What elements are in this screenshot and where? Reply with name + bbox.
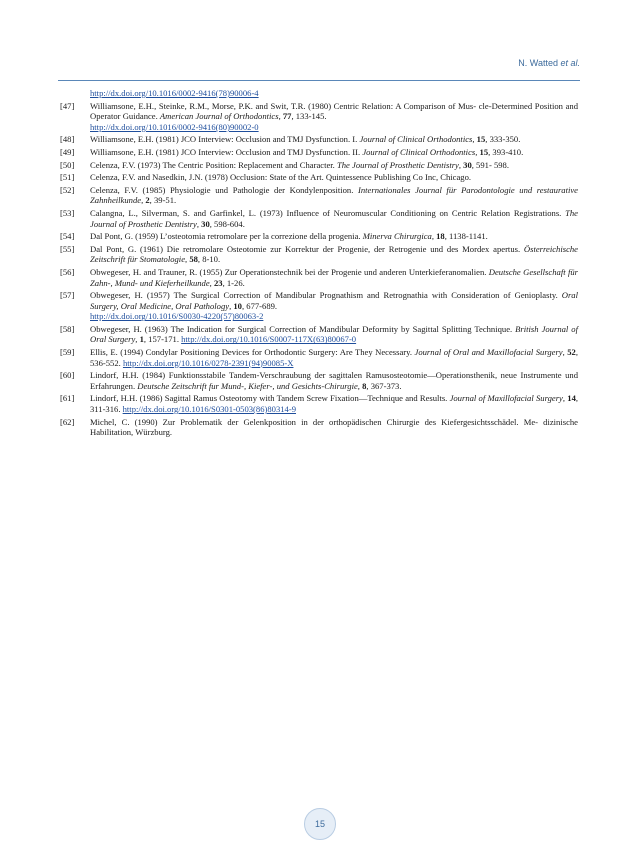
reference-journal: Journal of Maxillofacial Surgery (449, 393, 563, 404)
reference-journal: Österreichische Zeitschrift für Stomatologie (90, 243, 578, 265)
reference-number: [59] (60, 347, 75, 358)
reference-item (60, 323, 578, 345)
reference-vol-sep: , (357, 380, 363, 391)
reference-vol-sep: , (141, 195, 146, 206)
reference-pages: , 333-350. (485, 134, 521, 145)
reference-item (60, 184, 578, 206)
reference-journal: Oral Surgery, Oral Medicine, Oral Pathology (90, 290, 578, 311)
reference-vol-sep: , (475, 146, 480, 157)
reference-vol-sep: , (209, 277, 214, 288)
reference-number: [52] (60, 184, 75, 195)
reference-vol-sep: , (278, 111, 283, 122)
reference-journal: Journal of Clinical Orthodontics (359, 134, 473, 145)
reference-volume: 8 (362, 380, 367, 391)
reference-text: Dal Pont, G. (1961) Die retromolare Osteotomie zur Korrektur der Progenie, der Retrogenie und des Mordex apertus. (90, 243, 524, 254)
reference-item (60, 347, 578, 368)
reference-text: Obwegeser, H. and Trauner, R. (1955) Zur Operationstechnik bei der Progenie und anderen Unterkieferanomalien. (90, 266, 489, 277)
reference-item (60, 290, 578, 322)
reference-item (60, 159, 578, 171)
reference-item (90, 88, 578, 99)
reference-item (60, 134, 578, 145)
reference-volume: 30 (201, 218, 210, 229)
reference-item (60, 393, 579, 415)
reference-number: [49] (60, 146, 75, 157)
reference-pages: , 133-145. (291, 111, 327, 122)
reference-volume: 58 (189, 254, 198, 265)
reference-item (60, 207, 578, 229)
reference-number: [56] (60, 266, 75, 277)
doi-link[interactable]: http://dx.doi.org/10.1016/S0030-4220(57)80063-2 (90, 311, 264, 322)
reference-volume: 2 (145, 195, 150, 206)
reference-number: [54] (60, 231, 75, 242)
reference-vol-sep: , (135, 334, 140, 345)
reference-text: Celenza, F.V. (1973) The Centric Position: Replacement and Character. (90, 159, 337, 170)
reference-pages: , 39-51. (149, 195, 177, 206)
reference-journal: Minerva Chirurgica (362, 231, 432, 242)
reference-number: [50] (60, 159, 75, 170)
reference-pages: , 536-552. (90, 347, 578, 368)
reference-volume: 18 (436, 231, 445, 242)
reference-pages: , 1138-1141. (444, 231, 488, 242)
reference-text: Ellis, E. (1994) Condylar Positioning Devices for Orthodontic Surgery: Are They Necessary. (90, 347, 415, 358)
reference-vol-sep: , (562, 347, 568, 358)
reference-pages: , 591- 598. (471, 159, 509, 170)
reference-pages: , 1-26. (222, 277, 245, 288)
reference-text: Obwegeser, H. (1963) The Indication for Surgical Correction of Mandibular Deformity by Sagittal Splitting Technique. (90, 323, 516, 334)
reference-vol-sep: , (431, 231, 437, 242)
reference-item (60, 146, 578, 158)
reference-number: [61] (60, 393, 75, 404)
reference-journal: The Journal of Prosthetic Dentistry (336, 159, 459, 170)
doi-link[interactable]: http://dx.doi.org/10.1016/0278-2391(94)90085-X (122, 357, 294, 368)
reference-item (60, 416, 578, 438)
doi-link[interactable]: http://dx.doi.org/10.1016/0002-9416(80)90002-0 (90, 121, 259, 132)
reference-volume: 1 (139, 334, 144, 345)
reference-number: [62] (60, 416, 75, 427)
reference-text: Celenza, F.V. (1985) Physiologie und Pathologie der Kondylenposition. (90, 184, 358, 195)
reference-number: [53] (60, 207, 75, 218)
reference-volume: 30 (463, 159, 472, 170)
reference-vol-sep: , (472, 134, 477, 145)
reference-volume: 77 (282, 111, 292, 122)
reference-text: Williamsone, E.H., Steinke, R.M., Morse, P.K. and Swit, T.R. (1980) Centric Relation: A Comparison of Mus- cle-Determined Position and Operator Guidance. (90, 100, 578, 122)
reference-journal: British Journal of Oral Surgery (90, 323, 578, 345)
reference-text: Dal Pont, G. (1959) L’osteotomia retromolare per la correzione della progenia. (90, 231, 363, 242)
reference-number: [60] (60, 370, 75, 381)
reference-vol-sep: , (458, 159, 464, 170)
reference-journal: Journal of Oral and Maxillofacial Surgery (414, 347, 563, 358)
reference-journal: Journal of Clinical Orthodontics (362, 146, 476, 157)
reference-vol-sep: , (185, 254, 190, 265)
reference-number: [57] (60, 290, 75, 301)
header-rule (58, 80, 580, 81)
running-head-author: N. Watted (518, 58, 561, 68)
reference-journal: American Journal of Orthodontics (159, 111, 279, 122)
reference-journal: Deutsche Gesellschaft für Zahn-, Mund- und Kieferheilkunde (90, 266, 578, 288)
reference-list (60, 88, 579, 440)
reference-volume: 52 (567, 347, 576, 358)
reference-volume: 10 (233, 300, 242, 311)
reference-text: Celenza, F.V. and Nasedkin, J.N. (1978) Occlusion: State of the Art. Quintessence Publishing Co Inc, Chicago. (90, 172, 472, 183)
reference-pages: , 367-373. (366, 380, 402, 391)
reference-pages: , 311-316. (90, 393, 579, 415)
reference-item (60, 243, 578, 265)
running-head-etal: et al. (560, 58, 580, 68)
reference-number: [47] (60, 100, 75, 111)
running-head (518, 58, 580, 68)
reference-text: Williamsone, E.H. (1981) JCO Interview: Occlusion and TMJ Dysfunction. II. (90, 146, 363, 157)
reference-item (60, 266, 578, 288)
reference-item (60, 231, 578, 242)
doi-link[interactable]: http://dx.doi.org/10.1016/0002-9416(78)90006-4 (90, 88, 259, 98)
reference-number: [55] (60, 243, 75, 254)
reference-item (60, 172, 578, 183)
reference-pages: , 157-171. (143, 334, 182, 345)
doi-link[interactable]: http://dx.doi.org/10.1016/S0007-117X(63)80067-0 (181, 334, 357, 345)
reference-text: Michel, C. (1990) Zur Problematik der Gelenkposition in der orthopädischen Chirurgie des Kiefergesichtsschädel. Me- dizinische Habilitation, Würzburg. (90, 416, 578, 438)
doi-link[interactable]: http://dx.doi.org/10.1016/S0301-0503(86)80314-9 (122, 404, 297, 415)
reference-pages: , 393-410. (488, 146, 524, 157)
reference-journal: Deutsche Zeitschrift fur Mund-, Kiefer-, und Gesichts-Chirurgie (137, 380, 358, 391)
reference-pages: , 598-604. (209, 218, 245, 229)
reference-pages: , 8-10. (197, 254, 221, 265)
reference-vol-sep: , (196, 218, 202, 229)
reference-volume: 15 (476, 134, 486, 145)
reference-text: Williamsone, E.H. (1981) JCO Interview: Occlusion and TMJ Dysfunction. I. (90, 134, 360, 145)
reference-text: Calangna, L., Silverman, S. and Garfinkel, L. (1973) Influence of Neuromuscular Conditioning on Centric Relation Registrations. (90, 207, 566, 218)
page-number: 15 (304, 808, 336, 840)
reference-text: Obwegeser, H. (1957) The Surgical Correction of Mandibular Prognathism and Retrognathia with Consideration of Genioplasty. (90, 290, 562, 301)
reference-number: [48] (60, 134, 75, 145)
reference-journal: The Journal of Prosthetic Dentistry (90, 207, 578, 229)
reference-text: Lindorf, H.H. (1986) Sagittal Ramus Osteotomy with Tandem Screw Fixation—Technique and Results. (90, 393, 450, 404)
reference-volume: 23 (213, 277, 223, 288)
reference-item (60, 370, 578, 391)
reference-number: [58] (60, 323, 75, 334)
reference-number: [51] (60, 172, 75, 183)
reference-journal: Internationales Journal für Parodontologie und restaurative Zahnheilkunde (90, 184, 578, 206)
reference-text: Lindorf, H.H. (1984) Funktionsstabile Tandem-Verschraubung der sagittalen Ramusosteotomie—Operationsthenik, neue Instrumente und Erfahrungen. (90, 370, 578, 391)
reference-vol-sep: , (229, 300, 234, 311)
reference-volume: 14 (567, 393, 576, 404)
reference-volume: 15 (479, 146, 489, 157)
reference-pages: , 677-689. (241, 300, 278, 311)
reference-item (60, 100, 578, 133)
reference-vol-sep: , (562, 393, 568, 404)
